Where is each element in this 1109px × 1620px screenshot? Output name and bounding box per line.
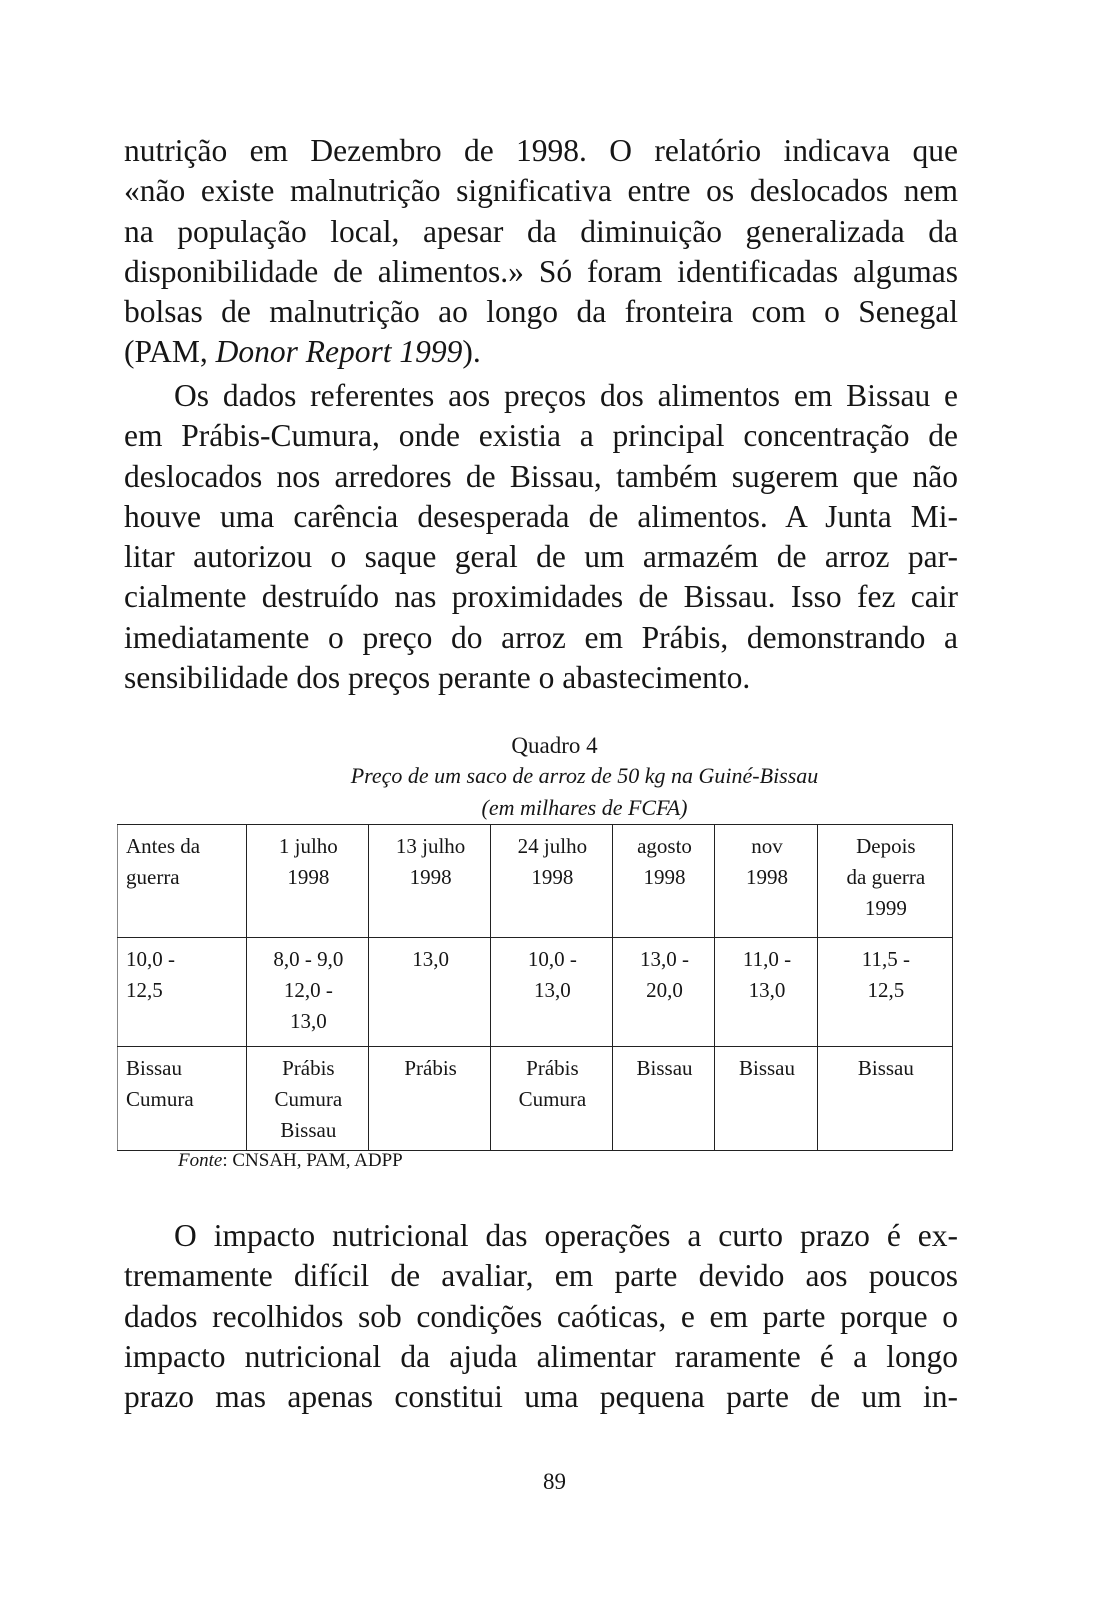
cell-text: da guerra — [846, 865, 926, 889]
table-source — [178, 1150, 403, 1172]
cell-text: 12,5 — [126, 978, 163, 1002]
cell-text: guerra — [126, 865, 180, 889]
text-line: dados recolhidos sob condições caóticas, e em parte porque o — [124, 1298, 958, 1334]
location-cell — [118, 1047, 247, 1151]
price-table — [117, 824, 953, 1151]
citation-suffix: ). — [462, 334, 481, 370]
table-units: (em milhares de FCFA) — [481, 795, 688, 820]
text-line: prazo mas apenas constitui uma pequena parte de um in- — [124, 1379, 958, 1415]
header-cell — [246, 825, 369, 938]
location-cell — [817, 1047, 952, 1151]
cell-text: nov — [751, 834, 783, 858]
cell-text: 1998 — [287, 865, 330, 889]
cell-text: 12,0 - — [283, 978, 333, 1002]
price-cell — [246, 938, 369, 1047]
text-line: O impacto nutricional das operações a curto prazo é ex- — [174, 1218, 958, 1253]
text-line: na população local, apesar da diminuição generalizada da — [124, 213, 958, 249]
price-cell — [715, 938, 817, 1047]
table-title: Quadro 4 — [511, 733, 598, 758]
cell-text: 1998 — [531, 865, 574, 889]
paragraph-2 — [124, 376, 958, 698]
location-cell — [490, 1047, 612, 1151]
header-cell — [817, 825, 952, 938]
cell-text: 1998 — [746, 865, 788, 889]
cell-text: Bissau — [636, 1056, 693, 1080]
source-text: : CNSAH, PAM, ADPP — [222, 1150, 403, 1171]
paragraph-3 — [124, 1216, 958, 1417]
cell-text: 8,0 - 9,0 — [273, 947, 344, 971]
cell-text: Bissau — [280, 1118, 337, 1142]
cell-text: Antes da — [126, 834, 201, 858]
cell-text: 1998 — [643, 865, 686, 889]
header-cell — [490, 825, 612, 938]
cell-text: 12,5 — [867, 978, 905, 1002]
price-cell — [612, 938, 714, 1047]
cell-text: 13,0 — [289, 1009, 327, 1033]
location-cell — [715, 1047, 817, 1151]
cell-text: 13 julho — [395, 834, 466, 858]
location-cell — [246, 1047, 369, 1151]
cell-text: 1999 — [864, 896, 907, 920]
text-line: tremamente difícil de avaliar, em parte devido aos poucos — [124, 1258, 958, 1294]
text-line: cialmente destruído nas proximidades de Bissau. Isso fez cair — [124, 579, 958, 615]
price-cell — [369, 938, 491, 1047]
text-line: deslocados nos arredores de Bissau, também sugerem que não — [124, 458, 958, 494]
cell-text: 11,0 - — [742, 947, 792, 971]
header-cell — [612, 825, 714, 938]
text-line: impacto nutricional da ajuda alimentar raramente é a longo — [124, 1338, 958, 1374]
cell-text: 24 julho — [517, 834, 588, 858]
text-line: bolsas de malnutrição ao longo da fronteira com o Senegal — [124, 294, 958, 330]
cell-text: 13,0 — [748, 978, 786, 1002]
cell-text: 20,0 — [646, 978, 683, 1002]
cell-text: 1 julho — [278, 834, 338, 858]
cell-text: 13,0 — [534, 978, 571, 1002]
price-cell — [490, 938, 612, 1047]
citation-title: Donor Report 1999 — [215, 334, 463, 370]
location-cell — [612, 1047, 714, 1151]
header-row — [118, 825, 953, 938]
cell-text: 10,0 - — [527, 947, 577, 971]
cell-text: 13,0 - — [640, 947, 690, 971]
citation-line — [124, 332, 958, 372]
cell-text: 10,0 - — [126, 947, 175, 971]
price-row — [118, 938, 953, 1047]
header-cell — [118, 825, 247, 938]
table-subtitle: Preço de um saco de arroz de 50 kg na Guiné-Bissau — [350, 763, 819, 788]
text-line: litar autorizou o saque geral de um armazém de arroz par- — [124, 539, 958, 575]
cell-text: Bissau — [126, 1056, 183, 1080]
page-number: 89 — [543, 1469, 566, 1494]
cell-text: Bissau — [738, 1056, 795, 1080]
source-label: Fonte — [178, 1150, 223, 1171]
text-line: imediatamente o preço do arroz em Prábis, demonstrando a — [124, 619, 958, 655]
text-line: em Prábis-Cumura, onde existia a principal concentração de — [124, 418, 958, 454]
text-line: sensibilidade dos preços perante o abastecimento. — [124, 660, 751, 696]
location-row — [118, 1047, 953, 1151]
price-cell — [817, 938, 952, 1047]
cell-text: Prábis — [404, 1056, 457, 1080]
cell-text: 11,5 - — [861, 947, 910, 971]
cell-text: 13,0 — [412, 947, 449, 971]
text-line: Os dados referentes aos preços dos alimentos em Bissau e — [174, 378, 958, 413]
price-cell — [118, 938, 247, 1047]
text-line: «não existe malnutrição significativa entre os deslocados nem — [124, 173, 958, 209]
cell-text: Cumura — [274, 1087, 343, 1111]
cell-text: Depois — [856, 834, 916, 858]
cell-text: Cumura — [518, 1087, 587, 1111]
location-cell — [369, 1047, 491, 1151]
header-cell — [715, 825, 817, 938]
cell-text: 1998 — [409, 865, 452, 889]
citation-prefix: (PAM, — [124, 334, 216, 370]
paragraph-1 — [124, 131, 958, 373]
cell-text: Bissau — [857, 1056, 914, 1080]
cell-text: Cumura — [126, 1087, 194, 1111]
text-line: nutrição em Dezembro de 1998. O relatório indicava que — [124, 133, 958, 168]
cell-text: agosto — [637, 834, 692, 858]
text-line: disponibilidade de alimentos.» Só foram identificadas algumas — [124, 253, 958, 289]
header-cell — [369, 825, 491, 938]
text-line: houve uma carência desesperada de alimentos. A Junta Mi- — [124, 498, 958, 534]
cell-text: Prábis — [282, 1056, 335, 1080]
cell-text: Prábis — [526, 1056, 579, 1080]
